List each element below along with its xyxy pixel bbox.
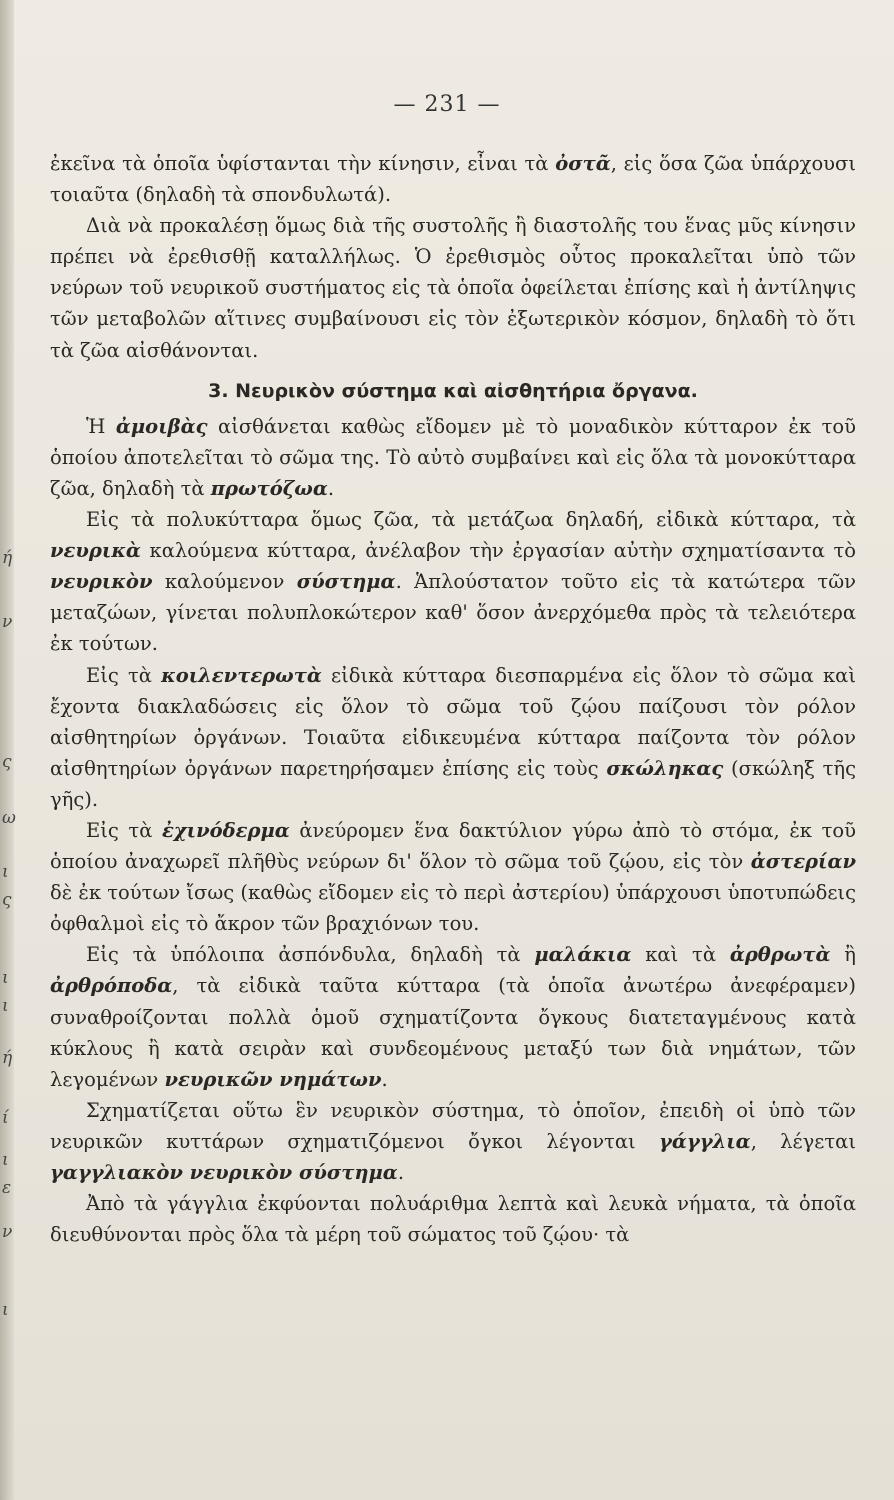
paragraph	[50, 1188, 856, 1250]
paragraph	[50, 660, 856, 815]
margin-mark: ε	[2, 1178, 12, 1198]
margin-mark: ι	[2, 862, 9, 882]
emphasized-term: ἀρθρόποδα	[50, 974, 173, 998]
paragraph	[50, 210, 856, 365]
emphasized-term: ἀρθρωτὰ	[729, 943, 831, 967]
text-run: . Ἁπλούστατον τοῦτο εἰς τὰ κατώτερα τῶν μεταζώων, γίνεται πολυπλοκώτερον καθ' ὅσον ἀνερχόμεθα πρὸς τὰ τελειότερα ἐκ τούτων.	[50, 570, 856, 656]
margin-mark: ή	[2, 548, 13, 568]
text-run: .	[381, 1067, 388, 1091]
emphasized-term: μαλάκια	[534, 943, 632, 967]
paragraph	[50, 815, 856, 939]
emphasized-term: νευρικῶν νημάτων	[164, 1067, 382, 1091]
text-run: Ἀπὸ τὰ γάγγλια ἐκφύονται πολυάριθμα λεπτὰ καὶ λευκὰ νήματα, τὰ ὁποῖα διευθύνονται πρὸς ὅλα τὰ μέρη τοῦ σώματος τοῦ ζῴου· τὰ	[50, 1192, 856, 1247]
paragraph	[50, 504, 856, 659]
emphasized-term: σκώληκας	[606, 756, 724, 780]
text-run: , λέγεται	[750, 1129, 856, 1153]
emphasized-term: γαγγλιακὸν νευρικὸν σύστημα	[50, 1161, 398, 1184]
emphasized-term: νευρικὰ	[50, 539, 141, 563]
emphasized-term: νευρικὸν	[50, 570, 153, 594]
paragraph	[50, 411, 856, 504]
text-run: Σχηματίζεται οὕτω ἓν νευρικὸν σύστημα, τὸ ὁποῖον, ἐπειδὴ οἱ ὑπὸ τῶν νευρικῶν κυττάρων σχηματιζόμενοι ὄγκοι λέγονται	[50, 1098, 856, 1153]
text-run: ἀνεύρομεν ἕνα δακτύλιον γύρω ἀπὸ τὸ στόμα, ἐκ τοῦ ὁποίου ἀναχωρεῖ πλῆθὺς νεύρων δι' ὅλον τὸ σῶμα τοῦ ζῴου, εἰς τὸν	[50, 818, 856, 874]
emphasized-term: πρωτόζωα	[210, 476, 328, 500]
text-run: Εἰς τὰ	[86, 663, 162, 687]
paragraph	[50, 939, 856, 1094]
page-body-text	[50, 148, 856, 1250]
text-run: Εἰς τὰ πολυκύτταρα ὅμως ζῶα, τὰ μετάζωα δηλαδή, εἰδικὰ κύτταρα, τὰ	[86, 508, 856, 532]
page-number: — 231 —	[393, 92, 501, 117]
text-run: Ἡ	[86, 414, 116, 438]
margin-mark: ι	[2, 968, 9, 988]
emphasized-term: ἀμοιβὰς	[115, 414, 208, 438]
paragraph	[50, 1095, 856, 1188]
text-run: , εἰς ὅσα ζῶα ὑπάρχουσι τοιαῦτα (δηλαδὴ τὰ σπονδυλωτά).	[50, 152, 856, 207]
emphasized-term: ἐχινόδερμα	[162, 818, 290, 842]
text-run: εἰδικὰ κύτταρα διεσπαρμένα εἰς ὅλον τὸ σῶμα καὶ ἔχοντα διακλαδώσεις εἰς ὅλον τὸ σῶμα τοῦ ζῴου παίζουσι τὸν ρόλον αἰσθητηρίων ὀργάνων. Τοιαῦτα εἰδικευμένα κύτταρα παίζοντα τὸν ρόλον αἰσθητηρίων ὀργάνων παρετηρήσαμεν ἐπίσης εἰς τοὺς	[50, 663, 856, 780]
emphasized-term: κοιλεντερωτὰ	[161, 663, 322, 687]
text-run: καλούμενον	[152, 570, 297, 594]
text-run: .	[397, 1161, 405, 1184]
margin-mark: ι	[2, 1300, 9, 1320]
margin-mark: ή	[2, 1048, 13, 1068]
text-run: Εἰς τὰ ὑπόλοιπα ἀσπόνδυλα, δηλαδὴ τὰ	[86, 943, 535, 967]
text-run: ἢ	[830, 943, 856, 967]
margin-mark: ς	[2, 752, 12, 772]
margin-mark: ν	[2, 1222, 13, 1242]
text-run: Διὰ νὰ προκαλέσῃ ὅμως διὰ τῆς συστολῆς ἢ διαστολῆς του ἕνας μῦς κίνησιν πρέπει νὰ ἐρεθισθῇ καταλλήλως. Ὁ ἐρεθισμὸς οὗτος προκαλεῖται ὑπὸ τῶν νεύρων τοῦ νευρικοῦ συστήματος εἰς τὰ ὁποῖα ὀφείλεται ἐπίσης καὶ ἡ ἀντίληψις τῶν μεταβολῶν αἵτινες συμβαίνουσι εἰς τὸν ἐξωτερικὸν κόσμον, δηλαδὴ τὸ ὅτι τὰ ζῶα αἰσθάνονται.	[50, 214, 856, 362]
margin-mark: ς	[2, 890, 12, 910]
emphasized-term: ἀστερίαν	[750, 850, 856, 874]
text-run: .	[327, 476, 335, 500]
margin-mark: ν	[2, 612, 13, 632]
section-heading: 3. Νευρικὸν σύστημα καὶ αἰσθητήρια ὄργανα.	[208, 379, 698, 402]
margin-mark: ω	[2, 808, 16, 828]
text-run: καλούμενα κύτταρα, ἀνέλαβον τὴν ἐργασίαν αὐτὴν σχηματίσαντα τὸ	[140, 539, 856, 563]
emphasized-term: γάγγλια	[658, 1129, 751, 1153]
text-run: (σκώληξ τῆς γῆς).	[50, 756, 856, 811]
text-run: αἰσθάνεται καθὼς εἴδομεν μὲ τὸ μοναδικὸν κύτταρον ἐκ τοῦ ὁποίου ἀποτελεῖται τὸ σῶμα της. Τὸ αὐτὸ συμβαίνει καὶ εἰς ὅλα τὰ μονοκύτταρα ζῶα, δηλαδὴ τὰ	[50, 414, 856, 500]
paragraph	[50, 148, 856, 210]
text-run: ἐκεῖνα τὰ ὁποῖα ὑφίστανται τὴν κίνησιν, εἶναι τὰ	[50, 152, 556, 175]
text-run: καὶ τὰ	[631, 943, 730, 967]
page-binding-edge	[0, 0, 14, 1500]
text-run: Εἰς τὰ	[86, 818, 162, 842]
text-run: , τὰ εἰδικὰ ταῦτα κύτταρα (τὰ ὁποῖα ἀνωτέρω ἀνεφέραμεν) συναθροίζονται πολλὰ ὁμοῦ σχηματίζοντα ὄγκους διατεταγμένους κατὰ κύκλους ἢ κατὰ σειρὰν καὶ συνδεομένους μεταξύ των διὰ νημάτων, τῶν λεγομένων	[50, 974, 856, 1091]
margin-mark: ι	[2, 1150, 9, 1170]
margin-mark: ί	[2, 1108, 9, 1128]
margin-mark: ι	[2, 996, 9, 1016]
text-run: δὲ ἐκ τούτων ἴσως (καθὼς εἴδομεν εἰς τὸ περὶ ἀστερίου) ὑπάρχουσι ὑποτυπώδεις ὀφθαλμοὶ εἰς τὸ ἄκρον τῶν βραχιόνων του.	[50, 881, 856, 936]
emphasized-term: ὀστᾶ	[555, 152, 611, 175]
emphasized-term: σύστημα	[296, 570, 396, 594]
